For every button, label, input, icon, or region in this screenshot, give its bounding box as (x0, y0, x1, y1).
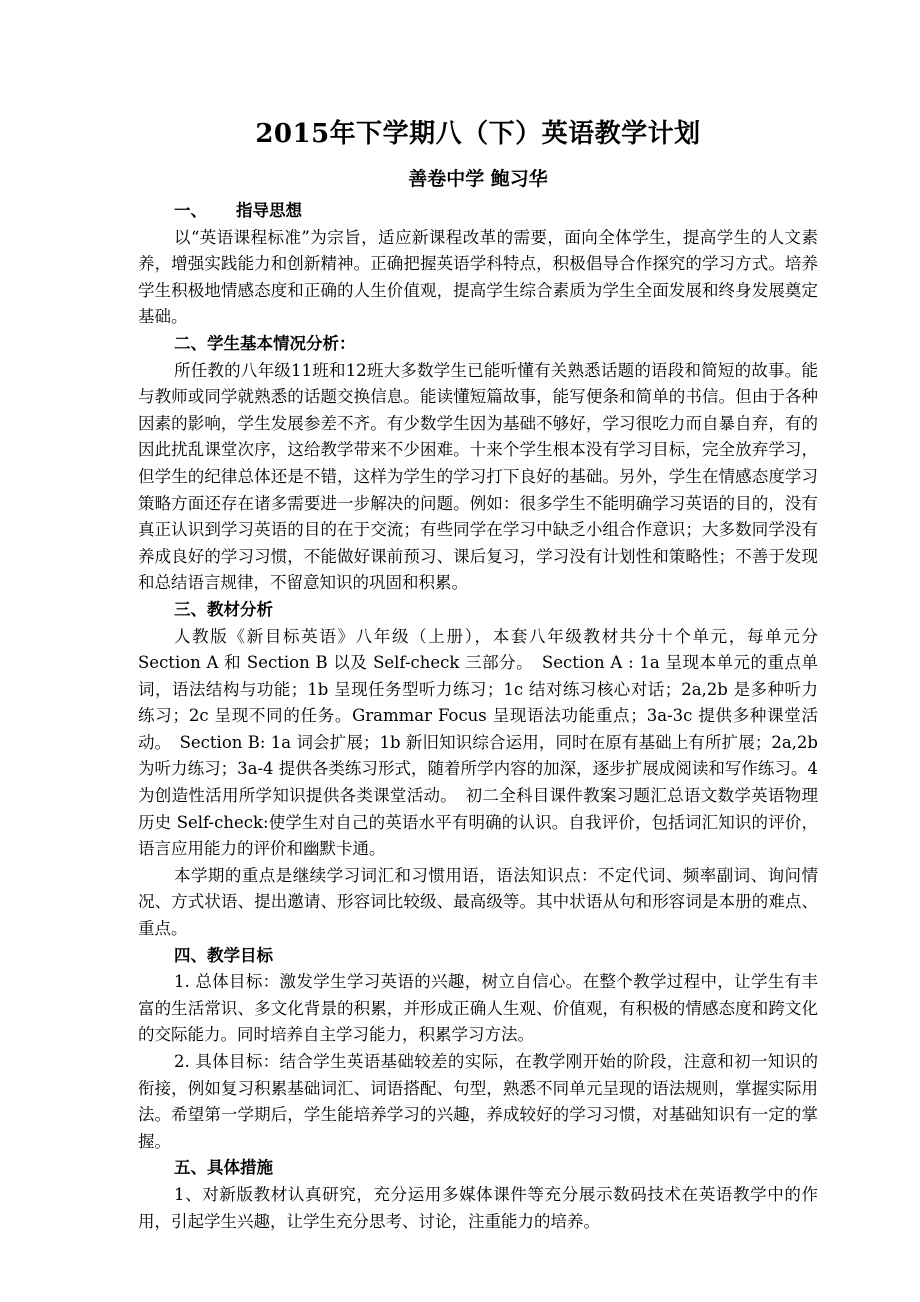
paragraph: 本学期的重点是继续学习词汇和习惯用语，语法知识点：不定代词、频率副词、询问情况、方式状语、提出邀请、形容词比较级、最高级等。其中状语从句和形容词是本册的难点、重点。 (138, 865, 818, 939)
paragraph: 人教版《新目标英语》八年级（上册），本套八年级教材共分十个单元，每单元分 Section A 和 Section B 以及 Self-check 三部分。 Section A : 1a 呈现本单元的重点单词，语法结构与功能；1b 呈现任务型听力练习；1c 结对练习核心对话；2a,2b 是多种听力练习；2c 呈现不同的任务。Grammar Focus 呈现语法功能重点；3a-3c 提供多种课堂活动。 Section B: 1a 词会扩展；1b 新旧知识综合运用，同时在原有基础上有所扩展；2a,2b 为听力练习；3a-4 提供各类练习形式，随着所学内容的加深，逐步扩展成阅读和写作练习。4 为创造性活用所学知识提供各类课堂活动。 初二全科目课件教案习题汇总语文数学英语物理历史 Self-check:使学生对自己的英语水平有明确的认识。自我评价，包括词汇知识的评价，语言应用能力的评价和幽默卡通。 (138, 626, 818, 859)
section-heading-guiding-thought (138, 198, 818, 225)
document-page (138, 112, 818, 1235)
section-title: 指导思想 (236, 201, 302, 220)
section-heading-student-analysis: 二、学生基本情况分析： (174, 333, 356, 353)
paragraph: 1. 总体目标：激发学生学习英语的兴趣，树立自信心。在整个教学过程中，让学生有丰富的生活常识、多文化背景的积累，并形成正确人生观、价值观，有积极的情感态度和跨文化的交际能力。同时培养自主学习能力，积累学习方法。 (138, 972, 818, 1045)
document-author: 善卷中学 鲍习华 (408, 168, 548, 190)
document-title: 2015年下学期八（下）英语教学计划 (255, 119, 701, 149)
paragraph: 所任教的八年级11班和12班大多数学生已能听懂有关熟悉话题的语段和简短的故事。能与教师或同学就熟悉的话题交换信息。能读懂短篇故事，能写便条和简单的书信。但由于各种因素的影响，学生发展参差不齐。有少数学生因为基础不够好，学习很吃力而自暴自弃，有的因此扰乱课堂次序，这给教学带来不少困难。十来个学生根本没有学习目标，完全放弃学习，但学生的纪律总体还是不错，这样为学生的学习打下良好的基础。另外，学生在情感态度学习策略方面还存在诸多需要进一步解决的问题。例如：很多学生不能明确学习英语的目的，没有真正认识到学习英语的目的在于交流；有些同学在学习中缺乏小组合作意识；大多数同学没有养成良好的学习习惯，不能做好课前预习、课后复习，学习没有计划性和策略性；不善于发现和总结语言规律，不留意知识的巩固和积累。 (138, 360, 818, 593)
section-heading-textbook-analysis: 三、教材分析 (174, 599, 273, 619)
paragraph: 1、对新版教材认真研究，充分运用多媒体课件等充分展示数码技术在英语教学中的作用，引起学生兴趣，让学生充分思考、讨论，注重能力的培养。 (138, 1184, 818, 1231)
section-heading-measures: 五、具体措施 (174, 1158, 273, 1178)
paragraph: 以“英语课程标准”为宗旨，适应新课程改革的需要，面向全体学生，提高学生的人文素养，增强实践能力和创新精神。正确把握英语学科特点，积极倡导合作探究的学习方式。培养学生积极地情感态度和正确的人生价值观，提高学生综合素质为学生全面发展和终身发展奠定基础。 (138, 227, 818, 327)
paragraph: 2. 具体目标：结合学生英语基础较差的实际，在教学刚开始的阶段，注意和初一知识的衔接，例如复习积累基础词汇、词语搭配、句型，熟悉不同单元呈现的语法规则，掌握实际用法。希望第一学期后，学生能培养学习的兴趣，养成较好的学习习惯，对基础知识有一定的掌握。 (138, 1052, 818, 1151)
section-heading-teaching-goals: 四、教学目标 (174, 945, 273, 965)
section-number: 一、 (174, 201, 207, 220)
